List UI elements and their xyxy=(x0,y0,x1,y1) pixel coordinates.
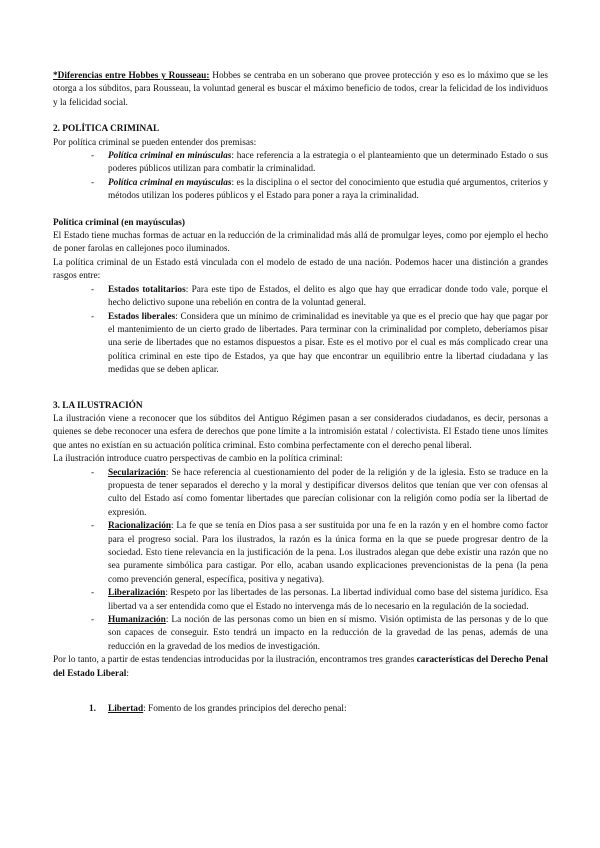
premise-term: Política criminal en minúsculas xyxy=(108,151,232,162)
hobbes-rousseau-label: *Diferencias entre Hobbes y Rousseau: xyxy=(53,71,210,81)
perspective-text: : La fe que se tenía en Dios pasa a ser sustituida por una fe en la razón y en el hombre como factor para el progreso social. Para los ilustrados, la razón es la única forma en la que se puede progresar dentro de la sociedad. Esto tiene relevancia en la justificación de la pena. Los ilustrados alegan que debe existir una razón que no sea puramente simbólica para castigar. Por ello, acaban usando explicaciones prevencionistas de la pena (la pena como prevención general, específica, positiva y negativa). xyxy=(108,521,548,585)
list-number: 1. xyxy=(89,704,96,715)
list-item xyxy=(108,177,548,204)
list-item xyxy=(108,520,548,587)
section-3-paragraph-1: La ilustración viene a reconocer que los súbditos del Antiguo Régimen pasan a ser considerados ciudadanos, es decir, personas a quienes se debe reconocer una esfera de derechos que pone límite a la intromisión estatal / colectivista. El Estado tiene unos límites que antes no existían en su actuación política criminal. Esto combina perfectamente con el derecho penal liberal. xyxy=(53,413,548,451)
hobbes-rousseau-paragraph xyxy=(53,70,548,110)
section-3-heading: 3. LA ILUSTRACIÓN xyxy=(53,400,143,411)
state-text: : Para este tipo de Estados, el delito es algo que hay que erradicar donde todo vale, porque el hecho delictivo supone una rebelión en contra de la voluntad general. xyxy=(108,284,548,309)
liberal-traits-lead: Por lo tanto, a partir de estas tendencias introducidas por la ilustración, encontramos tres grandes xyxy=(53,655,417,666)
liberal-traits-colon: : xyxy=(126,668,129,679)
premise-term: Política criminal en mayúsculas xyxy=(108,177,232,188)
state-term: Estados totalitarios xyxy=(108,284,186,295)
trait-term: Libertad xyxy=(108,704,144,715)
perspective-text: : La noción de las personas como un bien en sí mismo. Visión optimista de las personas y de lo que son capaces de conseguir. Esto tendrá un impacto en la reducción de la gravedad de las penas, además de una reducción en la gravedad de los medios de investigación. xyxy=(108,615,548,652)
state-text: : Considera que un mínimo de criminalidad es inevitable ya que es el precio que hay que pagar por el mantenimiento de un cierto grado de libertades. Para terminar con la criminalidad por completo, deberíamos pisar una serie de libertades que no estamos dispuestos a pisar. Este es el motivo por el cual es más complicado crear una política criminal en este tipo de Estados, ya que hay que encontrar un equilibrio entre la libertad ciudadana y las medidas que se deben aplicar. xyxy=(108,311,549,376)
section-2-heading: 2. POLÍTICA CRIMINAL xyxy=(53,124,160,135)
trait-text: : Fomento de los grandes principios del derecho penal: xyxy=(143,704,347,715)
hobbes-rousseau-text: Hobbes se centraba en un soberano que provee protección y eso es lo máximo que se les otorga a los súbditos, para Rousseau, la voluntad general es buscar el máximo beneficio de todos, crear la felicidad de los individuos y la felicidad social. xyxy=(53,71,548,108)
list-item xyxy=(108,587,548,614)
section-2-paragraph-1: El Estado tiene muchas formas de actuar en la reducción de la criminalidad más allá de promulgar leyes, como por ejemplo el hecho de poner farolas en callejones poco iluminados. xyxy=(53,231,548,255)
list-item xyxy=(108,467,548,521)
perspective-text: : Respeto por las libertades de las personas. La libertad individual como base del sistema jurídico. Esa libertad va a ser entendida como que el Estado no intervenga más de lo necesario en la regulación de la sociedad. xyxy=(108,588,548,612)
liberal-traits-list xyxy=(53,703,548,716)
section-3-paragraph-2: La ilustración introduce cuatro perspectivas de cambio en la política criminal: xyxy=(53,454,343,465)
list-item xyxy=(108,311,548,378)
perspective-term: Secularización xyxy=(108,467,166,478)
perspective-text: : Se hace referencia al cuestionamiento del poder de la religión y de la iglesia. Esto se traduce en la propuesta de tener separados el derecho y la moral y destipificar diversos delitos que tenían que ver con ofensas al culto del Estado así como fomentar libertades que parecían colisionar con la religión como podía ser la libertad de expresión. xyxy=(108,467,548,518)
list-item xyxy=(108,284,548,311)
perspective-term: Humanización xyxy=(108,615,166,626)
premise-text: : hace referencia a la estrategia o el planteamiento que un determinado Estado o sus poderes públicos utilizan para combatir la criminalidad. xyxy=(108,151,549,175)
section-2-paragraph-2: La política criminal de un Estado está vinculada con el modelo de estado de una nación. Podemos hacer una distinción a grandes rasgos entre: xyxy=(53,257,548,282)
section-2-lead: Por política criminal se pueden entender dos premisas: xyxy=(53,137,257,148)
list-item xyxy=(89,703,548,716)
liberal-traits-bold: características del Derecho Penal del Estado Liberal xyxy=(53,655,548,679)
section-3-paragraph-3 xyxy=(53,654,548,681)
list-item xyxy=(108,614,548,654)
list-item xyxy=(108,150,548,177)
perspective-term: Racionalización xyxy=(108,521,172,532)
state-term: Estados liberales xyxy=(108,311,176,322)
perspective-term: Liberalización xyxy=(108,588,166,599)
criminal-policy-subheading: Política criminal (en mayúsculas) xyxy=(53,217,185,228)
premise-text: : es la disciplina o el sector del conocimiento que estudia qué argumentos, criterios y métodos utilizan los poderes públicos y el Estado para poner a raya la criminalidad. xyxy=(108,177,548,202)
premises-list xyxy=(53,150,548,204)
perspectives-list xyxy=(53,467,548,655)
states-list xyxy=(53,284,548,378)
